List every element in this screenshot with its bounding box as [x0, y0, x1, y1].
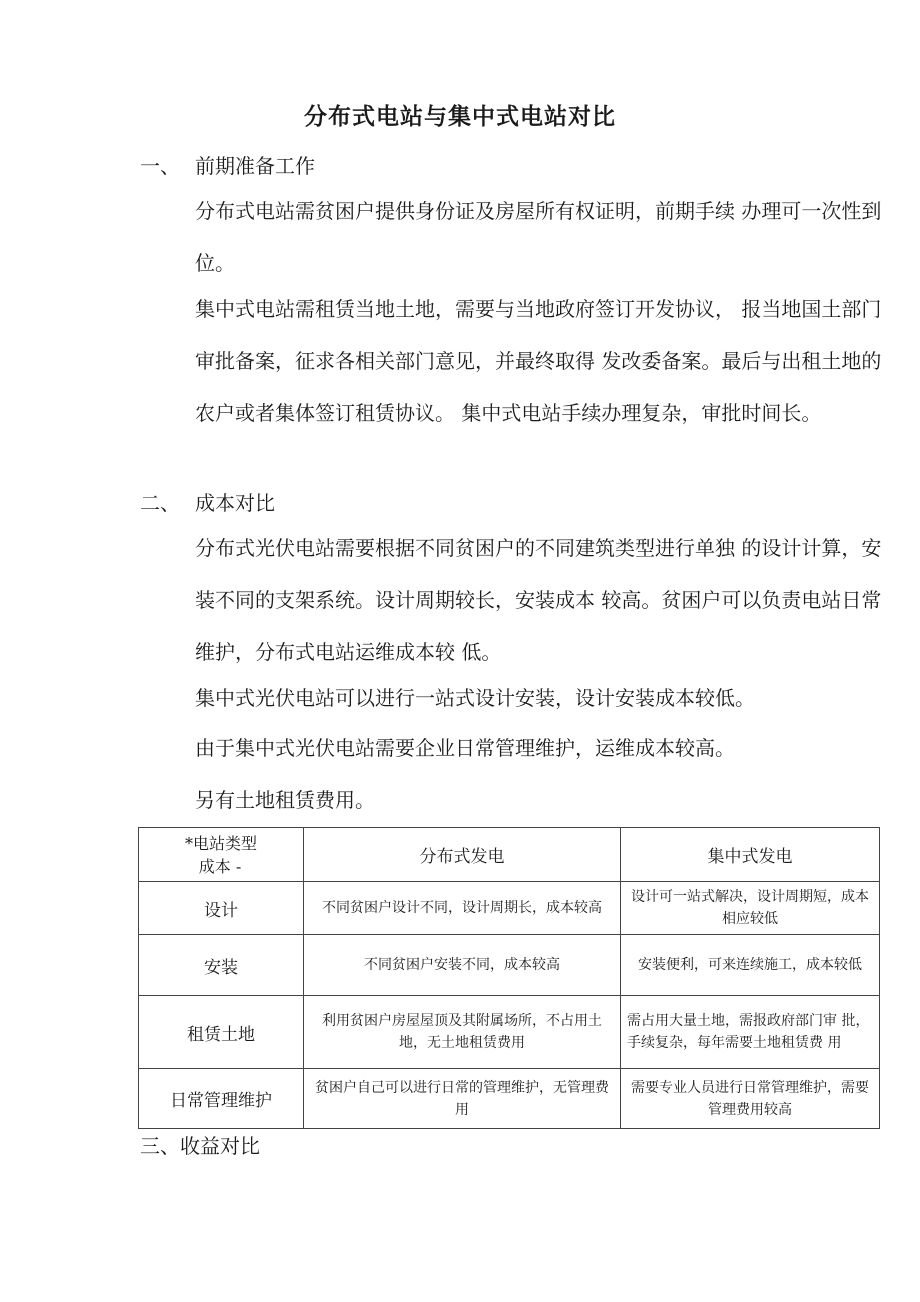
column-header: 分布式发电 — [304, 828, 621, 882]
table-row — [139, 935, 880, 996]
table-cell: 贫困户自己可以进行日常的管理维护，无管理费用 — [304, 1069, 621, 1129]
paragraph: 分布式电站需贫困户提供身份证及房屋所有权证明，前期手续 办理可一次性到位。 — [195, 199, 882, 275]
paragraph: 分布式光伏电站需要根据不同贫困户的不同建筑类型进行单独 的设计计算，安装不同的支架系统。设计周期较长，安装成本 较高。贫困户可以负责电站日常维护，分布式电站运维成本较 低。 — [195, 536, 882, 664]
table-header-row — [139, 828, 880, 882]
section-number: 二、 — [140, 491, 180, 515]
document-title: 分布式电站与集中式电站对比 — [304, 104, 616, 130]
column-header: 集中式发电 — [621, 828, 880, 882]
section-heading-2 — [140, 487, 275, 516]
table-corner-cell — [139, 828, 304, 882]
paragraph: 另有土地租赁费用。 — [195, 788, 375, 812]
table-row — [139, 1069, 880, 1129]
corner-bottom-label: 成本 - — [198, 856, 242, 876]
paragraph: 由于集中式光伏电站需要企业日常管理维护，运维成本较高。 — [195, 736, 735, 760]
comparison-table — [138, 827, 880, 1129]
table-cell: 不同贫困户设计不同，设计周期长，成本较高 — [304, 882, 621, 935]
table-row — [139, 996, 880, 1069]
paragraph: 集中式电站需租赁当地土地，需要与当地政府签订开发协议， 报当地国土部门审批备案，征求各相关部门意见，并最终取得 发改委备案。最后与出租土地的农户或者集体签订租赁协议。 集中式电站手续办理复杂，审批时间长。 — [195, 297, 882, 425]
table-cell: 利用贫困户房屋屋顶及其附属场所，不占用土地，无土地租赁费用 — [304, 996, 621, 1069]
row-label: 日常管理维护 — [139, 1069, 304, 1129]
table-cell: 设计可一站式解决，设计周期短，成本相应较低 — [621, 882, 880, 935]
table-cell: 需要专业人员进行日常管理维护，需要管理费用较高 — [621, 1069, 880, 1129]
section-number: 一、 — [140, 154, 180, 178]
section-heading-text: 成本对比 — [195, 491, 275, 515]
corner-top-label: *电站类型 — [184, 833, 257, 853]
row-label: 设计 — [139, 882, 304, 935]
table-row — [139, 882, 880, 935]
paragraph: 集中式光伏电站可以进行一站式设计安装，设计安装成本较低。 — [195, 686, 755, 710]
table-cell: 需占用大量土地，需报政府部门审 批，手续复杂，每年需要土地租赁费 用 — [621, 996, 880, 1069]
row-label: 安装 — [139, 935, 304, 996]
section-heading-text: 前期准备工作 — [195, 154, 315, 178]
table-cell: 安装便利，可来连续施工，成本较低 — [621, 935, 880, 996]
section-heading-3: 三、收益对比 — [140, 1134, 260, 1158]
table-cell: 不同贫困户安装不同，成本较高 — [304, 935, 621, 996]
row-label: 租赁土地 — [139, 996, 304, 1069]
section-heading-1 — [140, 150, 315, 179]
